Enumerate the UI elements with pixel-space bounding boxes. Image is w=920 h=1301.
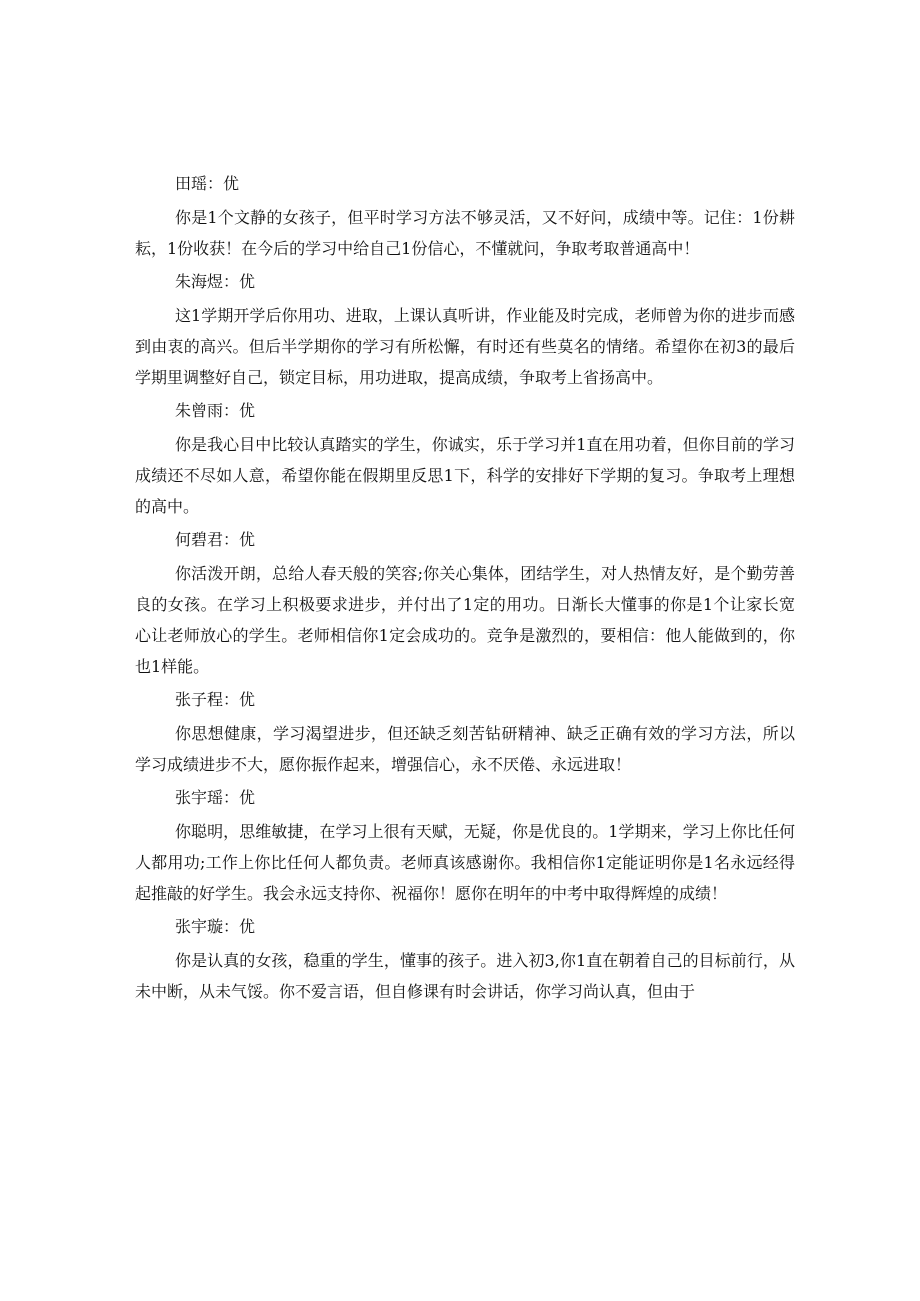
student-name: 朱曾雨：优 [175,401,256,420]
comments-body [135,170,795,1011]
student-name: 何碧君：优 [175,530,256,549]
teacher-comment: 你是1个文静的女孩子，但平时学习方法不够灵活，又不好问，成绩中等。记住：1份耕耘，1份收获！在今后的学习中给自己1份信心，不懂就问，争取考取普通高中！ [135,208,795,258]
comment-entry [135,686,795,780]
student-name: 张子程：优 [175,690,256,709]
teacher-comment: 你是我心目中比较认真踏实的学生，你诚实，乐于学习并1直在用功着，但你目前的学习成绩还不尽如人意，希望你能在假期里反思1下，科学的安排好下学期的复习。争取考上理想的高中。 [135,435,795,516]
comment-entry [135,170,795,264]
student-name: 朱海煜：优 [175,272,256,291]
teacher-comment: 你思想健康，学习渴望进步，但还缺乏刻苦钻研精神、缺乏正确有效的学习方法，所以学习成绩进步不大，愿你振作起来，增强信心，永不厌倦、永远进取！ [135,724,795,774]
student-name: 张宇璇：优 [175,917,256,936]
comment-entry [135,913,795,1007]
student-name: 田瑶：优 [175,174,240,193]
student-name: 张宇瑶：优 [175,788,256,807]
comment-entry [135,526,795,682]
comment-entry [135,268,795,393]
teacher-comment: 这1学期开学后你用功、进取，上课认真听讲，作业能及时完成，老师曾为你的进步而感到由衷的高兴。但后半学期你的学习有所松懈，有时还有些莫名的情绪。希望你在初3的最后学期里调整好自己，锁定目标，用功进取，提高成绩，争取考上省扬高中。 [135,306,795,387]
teacher-comment: 你活泼开朗，总给人春天般的笑容;你关心集体，团结学生，对人热情友好，是个勤劳善良的女孩。在学习上积极要求进步，并付出了1定的用功。日渐长大懂事的你是1个让家长宽心让老师放心的学生。老师相信你1定会成功的。竞争是激烈的，要相信：他人能做到的，你也1样能。 [135,564,795,676]
teacher-comment: 你是认真的女孩，稳重的学生，懂事的孩子。进入初3,你1直在朝着自己的目标前行，从未中断，从未气馁。你不爱言语，但自修课有时会讲话，你学习尚认真，但由于 [135,951,795,1001]
comment-entry [135,397,795,522]
comment-entry [135,784,795,909]
teacher-comment: 你聪明，思维敏捷，在学习上很有天赋，无疑，你是优良的。1学期来，学习上你比任何人都用功;工作上你比任何人都负责。老师真该感谢你。我相信你1定能证明你是1名永远经得起推敲的好学生。我会永远支持你、祝福你！愿你在明年的中考中取得辉煌的成绩！ [135,822,795,903]
